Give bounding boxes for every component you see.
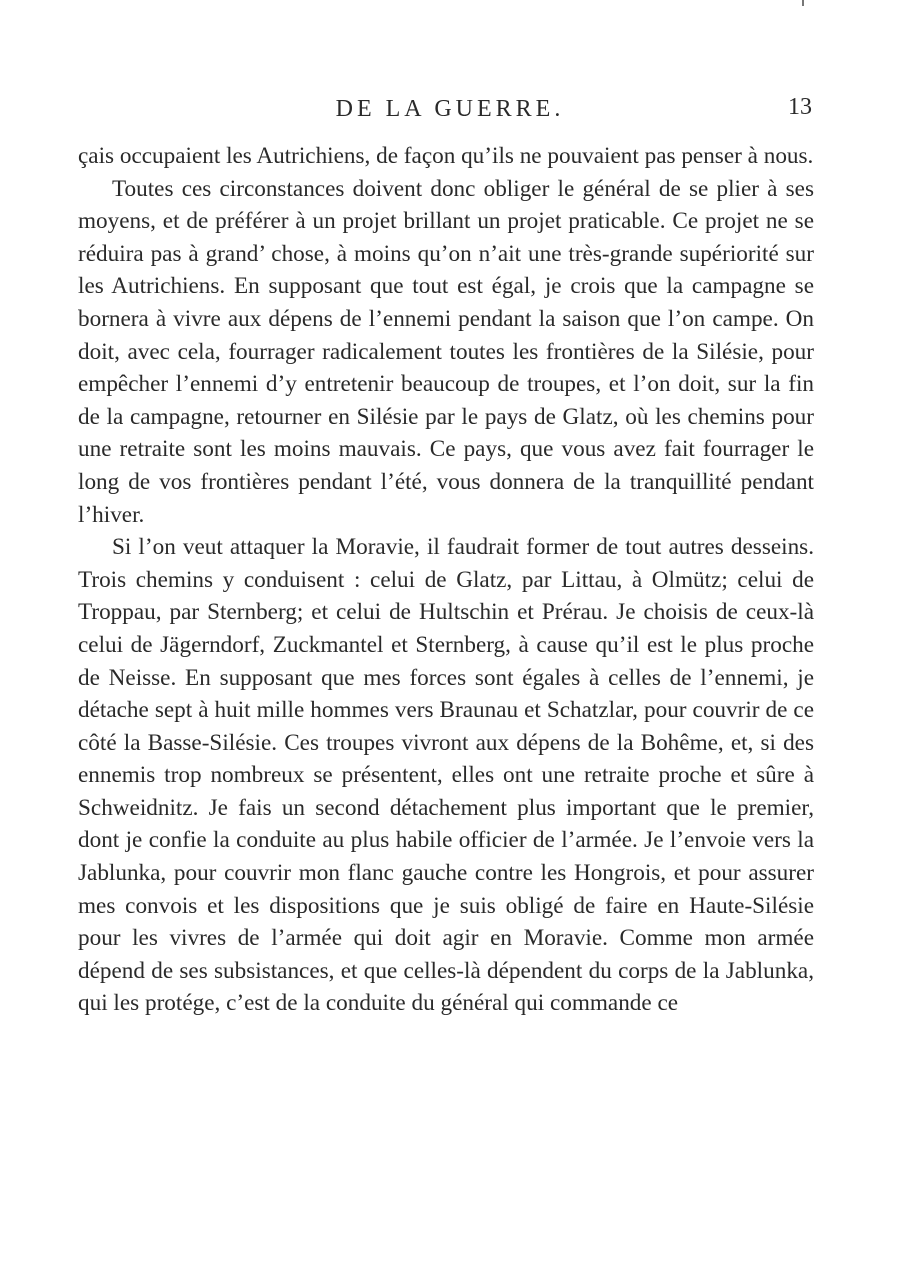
page-corner-mark	[802, 0, 804, 6]
paragraph-moravia: Si l’on veut attaquer la Moravie, il faudrait former de tout autres desseins. Trois chemins y conduisent : celui de Glatz, par Littau, à Olmütz; celui de Troppau, par Sternberg; et celui de Hultschin et Prérau. Je choisis de ceux-là celui de Jägerndorf, Zuckmantel et Sternberg, à cause qu’il est le plus proche de Neisse. En supposant que mes forces sont égales à celles de l’ennemi, je détache sept à huit mille hommes vers Braunau et Schatzlar, pour couvrir de ce côté la Basse-Silésie. Ces troupes vivront aux dépens de la Bohême, et, si des ennemis trop nombreux se présentent, elles ont une retraite proche et sûre à Schweidnitz. Je fais un second détachement plus important que le premier, dont je confie la conduite au plus habile officier de l’armée. Je l’envoie vers la Jablunka, pour couvrir mon flanc gauche contre les Hongrois, et pour assurer mes convois et les dispositions que je suis obligé de faire en Haute-Silésie pour les vivres de l’armée qui doit agir en Moravie. Comme mon armée dépend de ses subsistances, et que celles-là dépendent du corps de la Jablunka, qui les protége, c’est de la conduite du général qui commande ce	[78, 534, 814, 1017]
body-text	[78, 140, 814, 1020]
paragraph-continued: çais occupaient les Autrichiens, de façon qu’ils ne pouvaient pas penser à nous.	[78, 143, 814, 169]
paragraph-circumstances: Toutes ces circonstances doivent donc obliger le général de se plier à ses moyens, et de préférer à un projet brillant un projet praticable. Ce projet ne se réduira pas à grand’ chose, à moins qu’on n’ait une très-grande supériorité sur les Autrichiens. En supposant que tout est égal, je crois que la campagne se bornera à vivre aux dépens de l’ennemi pendant la saison que l’on campe. On doit, avec cela, fourrager radicalement toutes les frontières de la Silésie, pour empêcher l’ennemi d’y entretenir beaucoup de troupes, et l’on doit, sur la fin de la campagne, retourner en Silésie par le pays de Glatz, où les chemins pour une retraite sont les moins mauvais. Ce pays, que vous avez fait fourrager le long de vos frontières pendant l’été, vous donnera de la tranquillité pendant l’hiver.	[78, 175, 814, 528]
page-number: 13	[788, 94, 812, 120]
running-title: DE LA GUERRE.	[335, 96, 565, 122]
running-head	[0, 96, 900, 126]
